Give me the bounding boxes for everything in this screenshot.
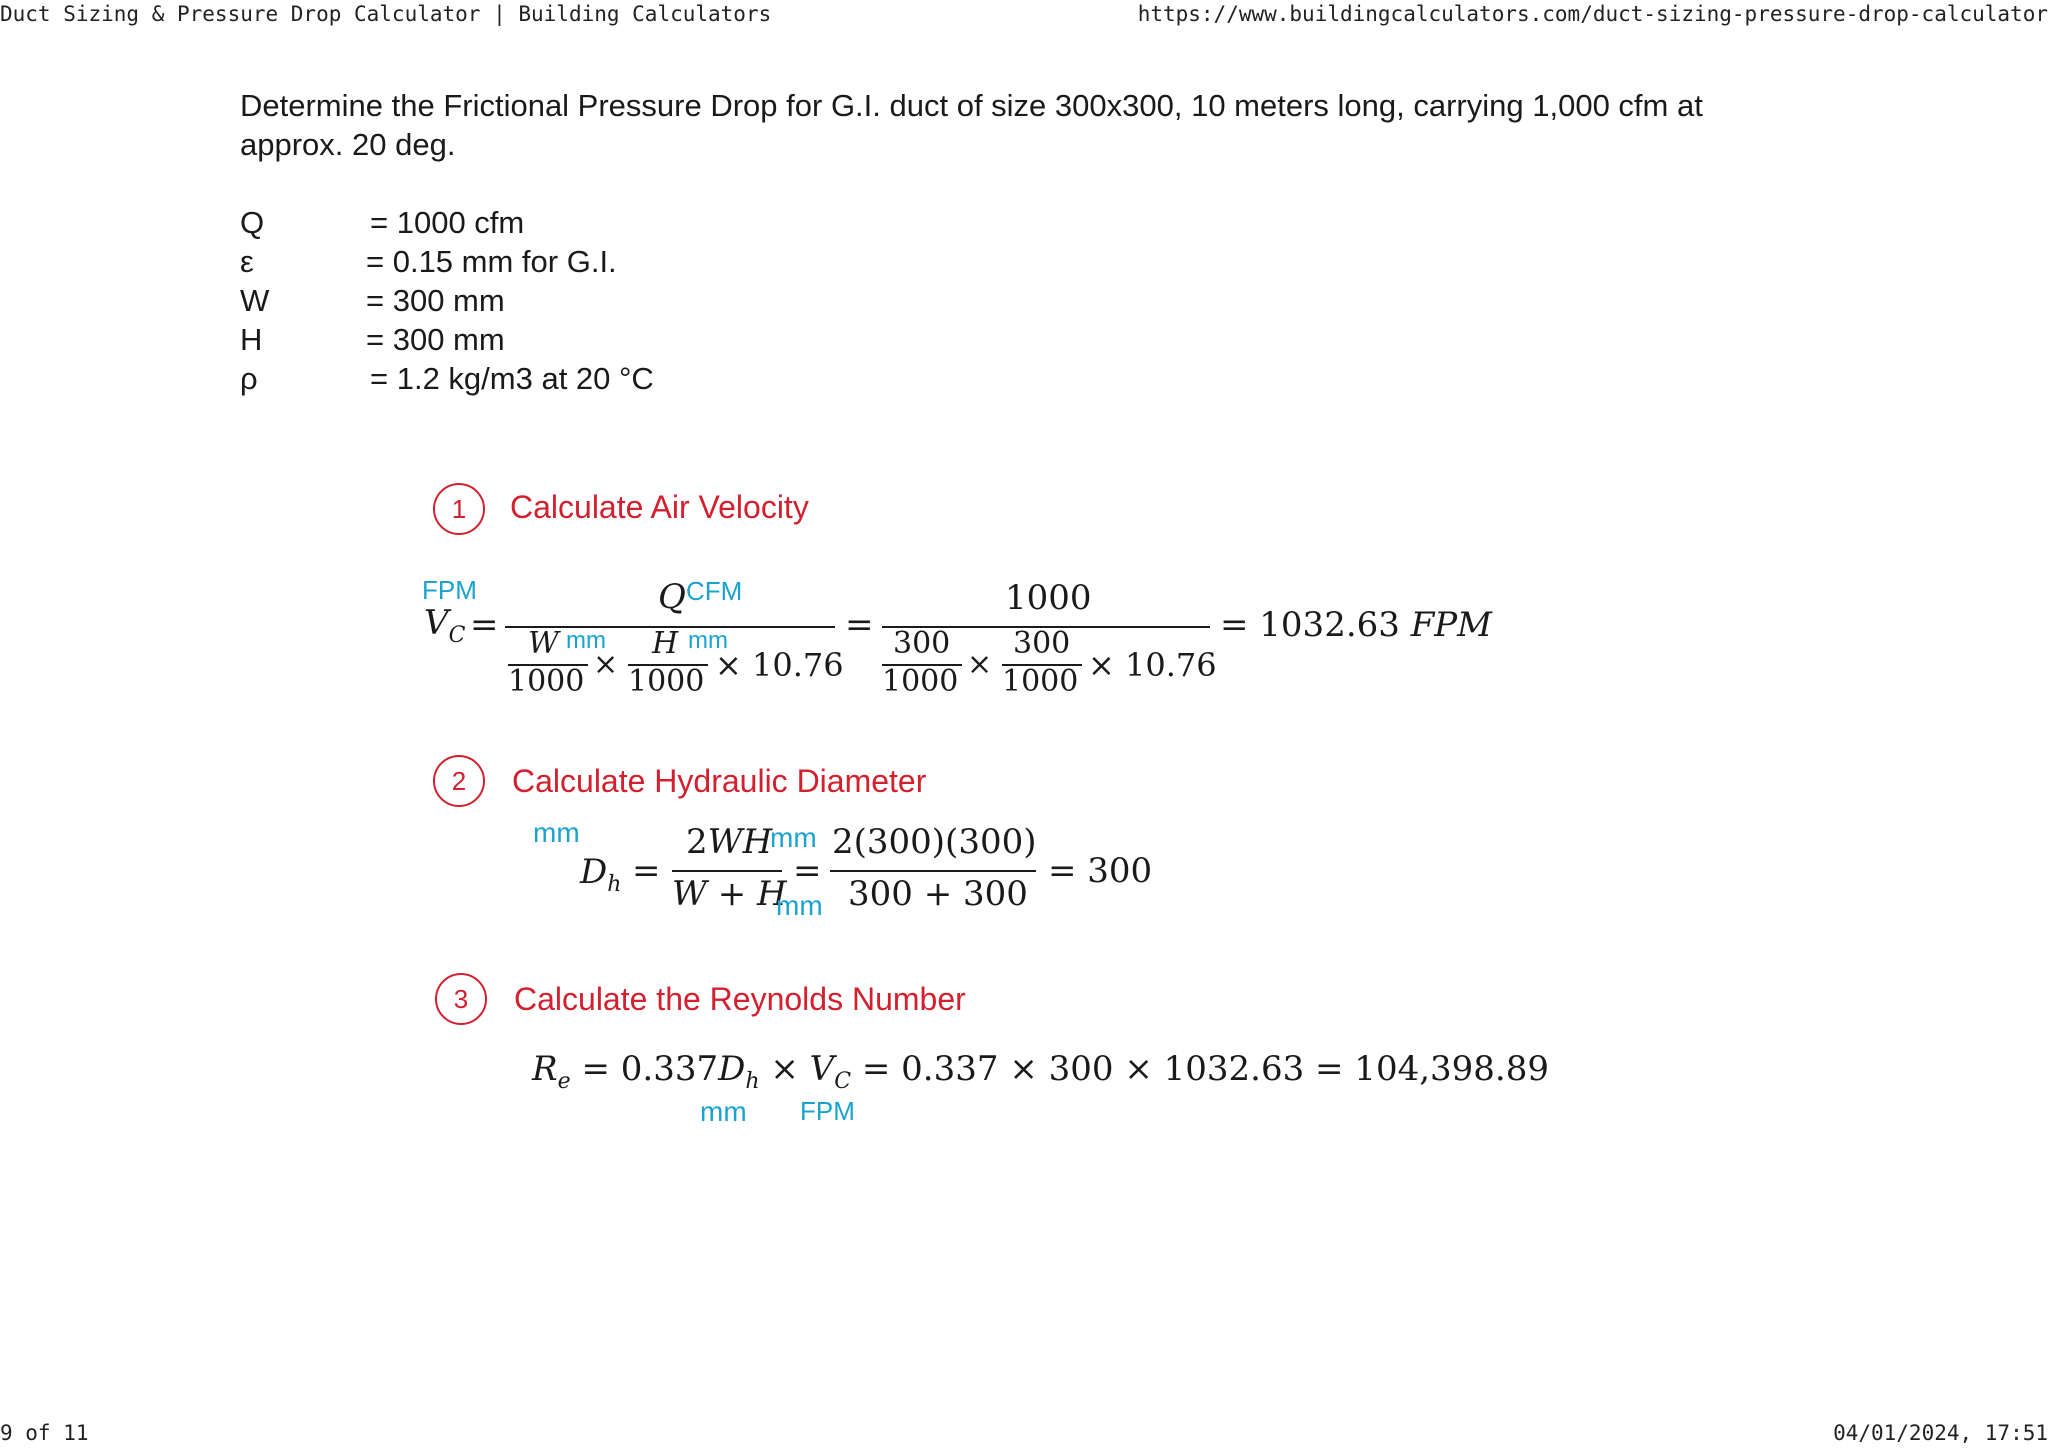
print-datetime: 04/01/2024, 17:51 bbox=[1833, 1421, 2048, 1445]
unit-label: CFM bbox=[686, 576, 743, 606]
den-1000: 1000 bbox=[1002, 664, 1079, 699]
equals-sign: = bbox=[632, 851, 661, 891]
given-value: = 1.2 kg/m3 at 20 °C bbox=[370, 361, 654, 396]
step-title: Calculate Air Velocity bbox=[510, 489, 809, 525]
unit-label: mm bbox=[700, 1096, 747, 1127]
page-url: https://www.buildingcalculators.com/duct-sizing-pressure-drop-calculator bbox=[1137, 2, 2048, 26]
step-title: Calculate Hydraulic Diameter bbox=[512, 763, 927, 799]
times-sign: × bbox=[593, 647, 619, 682]
diameter-symbol: $D_h$ bbox=[580, 852, 622, 897]
velocity-symbol: $V_C$ bbox=[424, 603, 466, 648]
denominator-value: 300 + 300 bbox=[848, 874, 1028, 914]
var-w: W bbox=[528, 626, 559, 661]
numerator-value: 1000 bbox=[1005, 578, 1092, 618]
document-title: Duct Sizing & Pressure Drop Calculator | Building Calculators bbox=[0, 2, 772, 26]
den-1000: 1000 bbox=[882, 664, 959, 699]
h-value: 300 bbox=[1013, 626, 1071, 661]
given-symbol: Q bbox=[240, 205, 265, 240]
result: = 1032.63 FPM bbox=[1220, 605, 1492, 645]
unit-label: mm bbox=[776, 890, 823, 921]
var-h: H bbox=[652, 626, 679, 661]
given-value: = 300 mm bbox=[366, 322, 505, 357]
numerator-q: Q bbox=[658, 577, 686, 617]
given-symbol: ε bbox=[240, 244, 254, 279]
times-sign: × bbox=[967, 647, 993, 682]
given-symbol: H bbox=[240, 322, 263, 357]
den-1000: 1000 bbox=[508, 664, 585, 699]
step-number-badge: 2 bbox=[433, 755, 485, 807]
numerator: 2WH bbox=[686, 822, 773, 862]
fraction-bar bbox=[830, 870, 1036, 872]
reynolds-equation: $R_e = 0.337D_h \times V_C = 0.337 \times 300 \times 1032.63 = 104,398.89$ bbox=[532, 1049, 1549, 1094]
given-symbol: W bbox=[240, 283, 270, 318]
w-value: 300 bbox=[893, 626, 951, 661]
unit-label: mm bbox=[688, 627, 728, 654]
problem-statement: Determine the Frictional Pressure Drop for G.I. duct of size 300x300, 10 meters long, carrying 1,000 cfm at approx. 20 deg. bbox=[240, 88, 1703, 162]
factor: × 10.76 bbox=[1088, 646, 1217, 684]
given-value: = 300 mm bbox=[366, 283, 505, 318]
den-1000: 1000 bbox=[628, 664, 705, 699]
given-value: = 1000 cfm bbox=[370, 205, 525, 240]
factor: × 10.76 bbox=[715, 646, 844, 684]
equals-sign: = bbox=[845, 605, 874, 645]
page-number: 9 of 11 bbox=[0, 1421, 89, 1445]
unit-label: mm bbox=[770, 822, 817, 853]
step-number-badge: 3 bbox=[435, 973, 487, 1025]
step-number-badge: 1 bbox=[433, 483, 485, 535]
given-value: = 0.15 mm for G.I. bbox=[366, 244, 617, 279]
equals-sign: = bbox=[470, 605, 499, 645]
given-symbol: ρ bbox=[240, 361, 258, 396]
fraction-bar bbox=[672, 870, 782, 872]
denominator: W + H bbox=[672, 874, 787, 914]
unit-label: mm bbox=[533, 817, 580, 848]
unit-label: FPM bbox=[800, 1096, 855, 1126]
result: = 300 bbox=[1048, 851, 1153, 891]
numerator-value: 2(300)(300) bbox=[832, 822, 1037, 862]
unit-label: mm bbox=[566, 627, 606, 654]
step-title: Calculate the Reynolds Number bbox=[514, 981, 966, 1017]
equals-sign: = bbox=[793, 851, 822, 891]
unit-label: FPM bbox=[422, 575, 477, 605]
